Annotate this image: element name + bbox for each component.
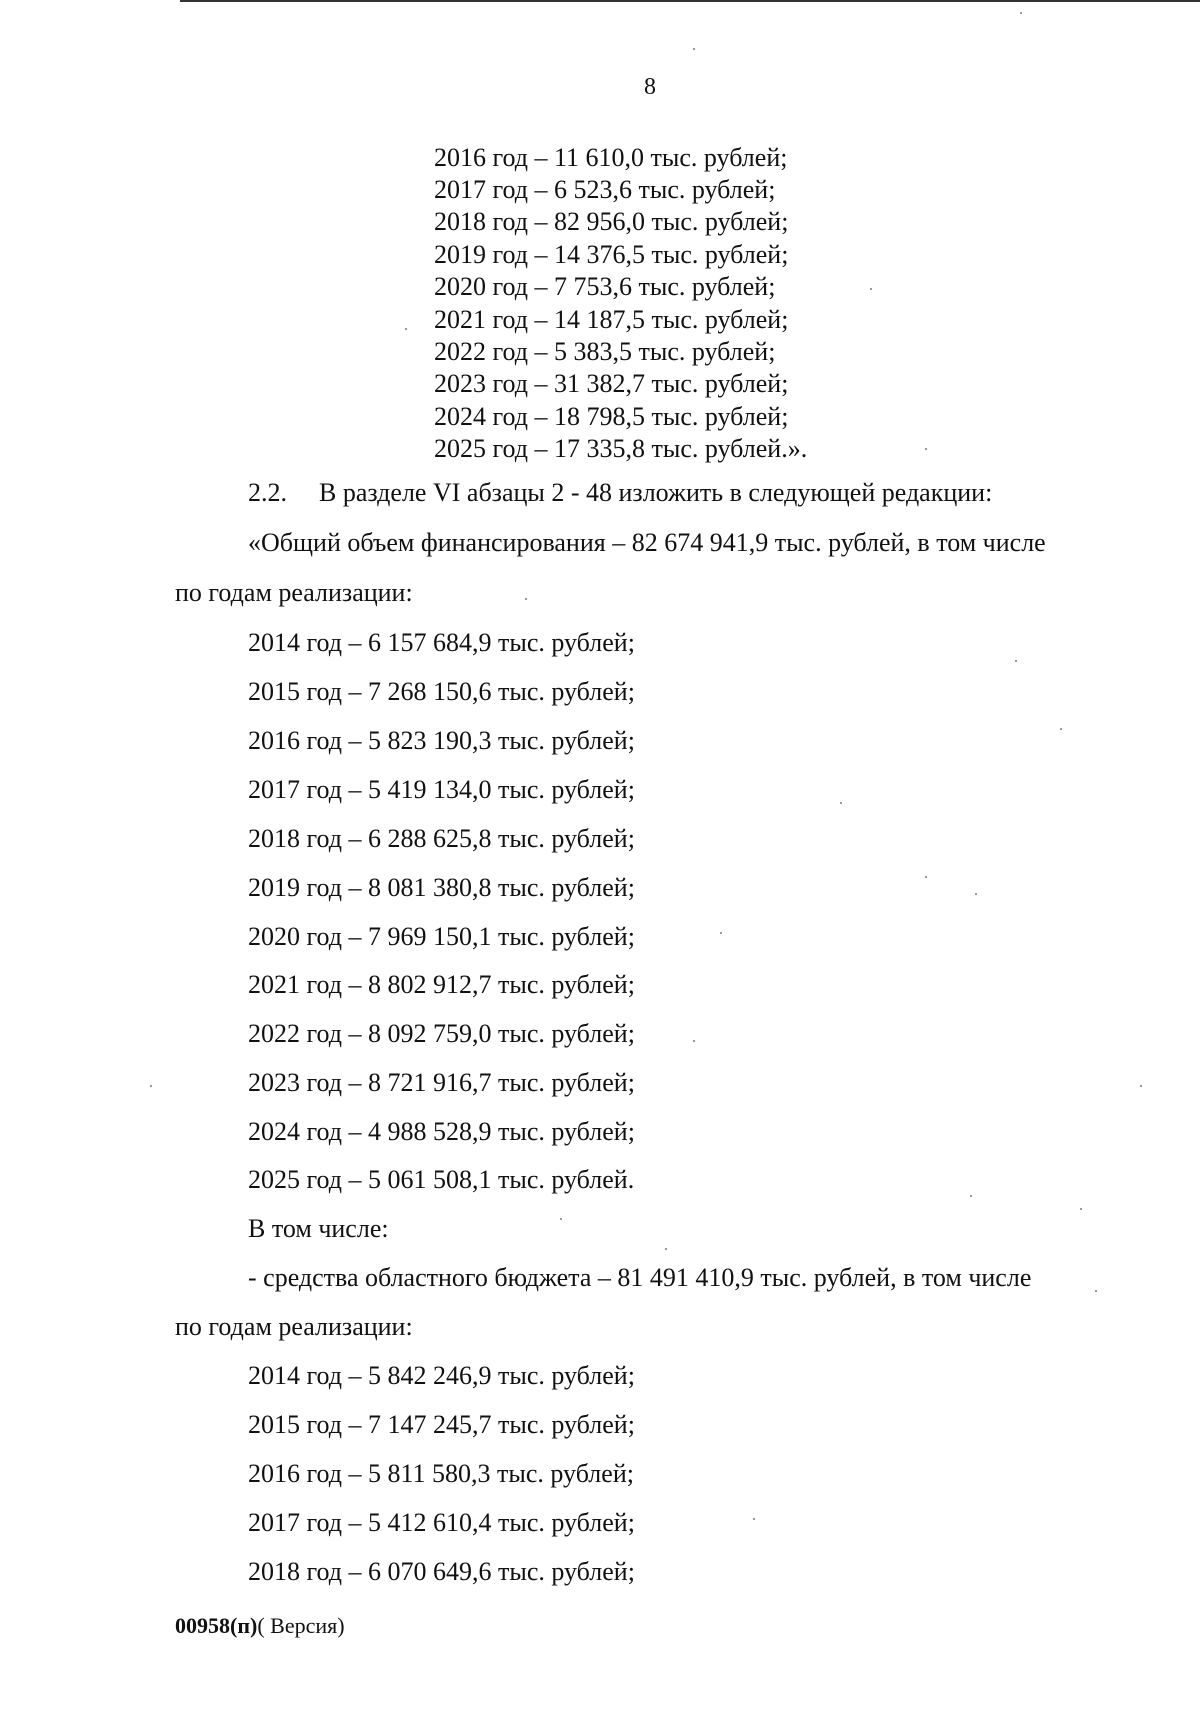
list-item: 2024 год – 18 798,5 тыс. рублей; xyxy=(434,402,789,431)
list-item: 2023 год – 8 721 916,7 тыс. рублей; xyxy=(248,1068,635,1097)
scan-speck xyxy=(1080,1208,1082,1210)
list-item: 2024 год – 4 988 528,9 тыс. рублей; xyxy=(248,1117,635,1146)
list-item: 2018 год – 6 070 649,6 тыс. рублей; xyxy=(248,1557,635,1586)
list-item: 2019 год – 14 376,5 тыс. рублей; xyxy=(434,240,789,269)
list-item: 2016 год – 5 823 190,3 тыс. рублей; xyxy=(248,726,635,755)
list-item: 2016 год – 11 610,0 тыс. рублей; xyxy=(434,143,788,172)
scan-speck xyxy=(870,288,872,290)
list-item: 2020 год – 7 969 150,1 тыс. рублей; xyxy=(248,922,635,951)
list-item: 2017 год – 5 419 134,0 тыс. рублей; xyxy=(248,775,635,804)
scan-speck xyxy=(1015,660,1017,662)
regional-budget-line2: по годам реализации: xyxy=(175,1312,413,1341)
scan-speck xyxy=(1020,12,1022,14)
scan-speck xyxy=(925,876,927,878)
list-item: 2014 год – 5 842 246,9 тыс. рублей; xyxy=(248,1361,635,1390)
list-item: 2022 год – 5 383,5 тыс. рублей; xyxy=(434,337,776,366)
scan-edge-line xyxy=(180,0,1200,2)
section-number: 2.2. xyxy=(248,478,287,507)
scan-speck xyxy=(693,48,695,50)
list-item: 2016 год – 5 811 580,3 тыс. рублей; xyxy=(248,1459,634,1488)
scan-speck xyxy=(925,448,927,450)
scan-speck xyxy=(525,598,527,600)
scan-speck xyxy=(1140,1085,1142,1087)
list-item: 2025 год – 5 061 508,1 тыс. рублей. xyxy=(248,1165,635,1194)
section-instruction: В разделе VI абзацы 2 - 48 изложить в следующей редакции: xyxy=(319,478,993,507)
list-item: 2019 год – 8 081 380,8 тыс. рублей; xyxy=(248,873,635,902)
list-item: 2021 год – 14 187,5 тыс. рублей; xyxy=(434,305,789,334)
list-item: 2018 год – 6 288 625,8 тыс. рублей; xyxy=(248,824,635,853)
including-label: В том числе: xyxy=(248,1214,389,1243)
scan-speck xyxy=(665,1248,667,1250)
scan-speck xyxy=(840,802,842,804)
list-item: 2018 год – 82 956,0 тыс. рублей; xyxy=(434,207,789,236)
list-item: 2025 год – 17 335,8 тыс. рублей.». xyxy=(434,434,808,463)
total-financing-line1: «Общий объем финансирования – 82 674 941,9 тыс. рублей, в том числе xyxy=(248,528,1046,557)
list-item: 2021 год – 8 802 912,7 тыс. рублей; xyxy=(248,970,635,999)
list-item: 2022 год – 8 092 759,0 тыс. рублей; xyxy=(248,1019,635,1048)
scan-speck xyxy=(405,328,407,330)
list-item: 2017 год – 6 523,6 тыс. рублей; xyxy=(434,175,776,204)
scan-speck xyxy=(975,893,977,895)
scan-speck xyxy=(753,1518,755,1520)
regional-budget-line1: - средства областного бюджета – 81 491 410,9 тыс. рублей, в том числе xyxy=(248,1263,1032,1292)
total-financing-line2: по годам реализации: xyxy=(175,578,413,607)
document-code: 00958(п) xyxy=(175,1613,258,1638)
document-version: ( Версия) xyxy=(257,1613,345,1638)
scan-speck xyxy=(560,1218,562,1220)
document-footer xyxy=(175,1612,345,1640)
list-item: 2015 год – 7 268 150,6 тыс. рублей; xyxy=(248,677,635,706)
list-item: 2014 год – 6 157 684,9 тыс. рублей; xyxy=(248,628,635,657)
page-number: 8 xyxy=(644,74,656,100)
list-item: 2017 год – 5 412 610,4 тыс. рублей; xyxy=(248,1508,635,1537)
scan-speck xyxy=(1060,728,1062,730)
list-item: 2023 год – 31 382,7 тыс. рублей; xyxy=(434,369,789,398)
scan-speck xyxy=(720,932,722,934)
scan-speck xyxy=(150,1085,152,1087)
list-item: 2020 год – 7 753,6 тыс. рублей; xyxy=(434,272,776,301)
scan-speck xyxy=(693,1040,695,1042)
scan-speck xyxy=(970,1195,972,1197)
list-item: 2015 год – 7 147 245,7 тыс. рублей; xyxy=(248,1410,635,1439)
scan-speck xyxy=(1095,1290,1097,1292)
